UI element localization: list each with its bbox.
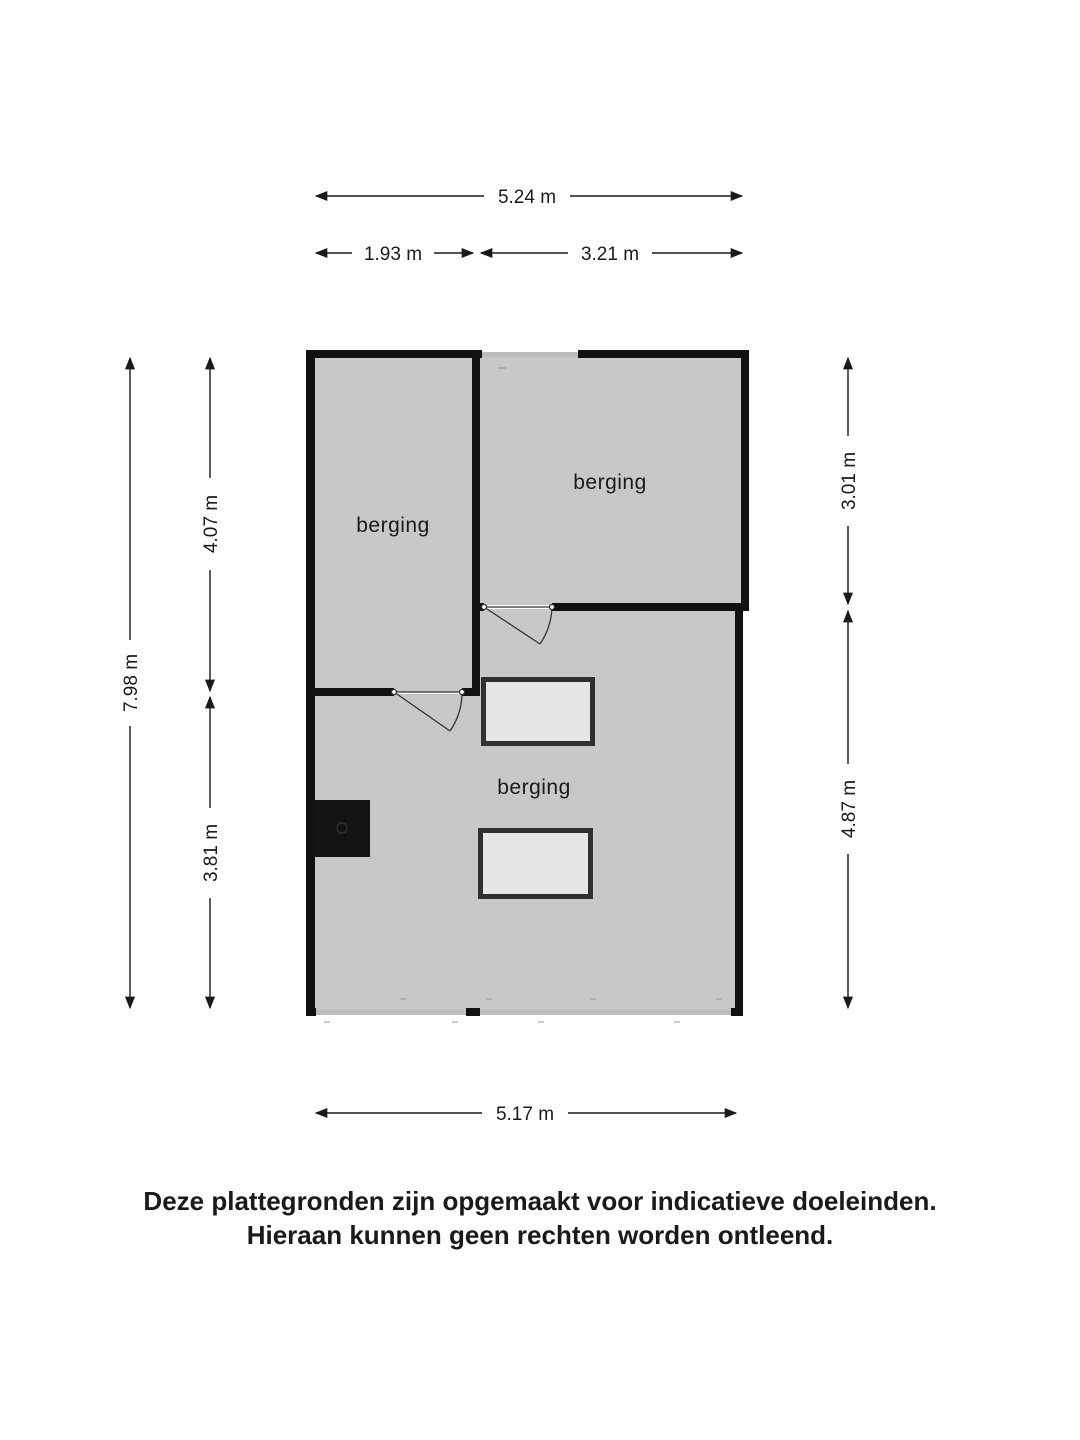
- dim-left-total: 7.98 m: [121, 653, 142, 713]
- room-label-bottom: berging: [497, 776, 571, 799]
- wall-top-left: [306, 350, 482, 358]
- wall-left: [306, 350, 315, 1016]
- disclaimer: [0, 1184, 1080, 1252]
- wall-bottom-right: [731, 1008, 743, 1016]
- chimney-block: [314, 800, 370, 857]
- room-label-top-right: berging: [573, 471, 647, 494]
- dim-left-upper: 4.07 m: [201, 494, 222, 554]
- dim-bottom-total: 5.17 m: [495, 1104, 555, 1125]
- skylight-lower: [478, 828, 593, 899]
- dim-top-right: 3.21 m: [580, 244, 640, 265]
- dim-left-lower: 3.81 m: [201, 823, 222, 883]
- wall-bottom-left: [306, 1008, 316, 1016]
- wall-right-lower: [735, 604, 743, 1016]
- disclaimer-line-1: Deze plattegronden zijn opgemaakt voor indicatieve doeleinden.: [143, 1186, 937, 1216]
- wall-middle-vertical: [472, 350, 480, 694]
- room-label-left: berging: [356, 514, 430, 537]
- bottom-opening-strip-right: [480, 1010, 731, 1015]
- skylight-upper: [481, 677, 595, 746]
- wall-bottom-mid: [466, 1008, 480, 1016]
- wall-right-upper: [741, 350, 749, 608]
- dim-right-upper: 3.01 m: [839, 451, 860, 511]
- wall-divider-right: [552, 603, 749, 611]
- dim-top-total: 5.24 m: [497, 187, 557, 208]
- disclaimer-line-2: Hieraan kunnen geen rechten worden ontleend.: [246, 1220, 834, 1250]
- wall-middle-horizontal: [306, 688, 394, 696]
- top-opening-strip: [482, 352, 578, 357]
- wall-top-right: [578, 350, 749, 358]
- dim-right-lower: 4.87 m: [839, 779, 860, 839]
- bottom-opening-strip-left: [316, 1010, 466, 1015]
- dim-top-left: 1.93 m: [363, 244, 423, 265]
